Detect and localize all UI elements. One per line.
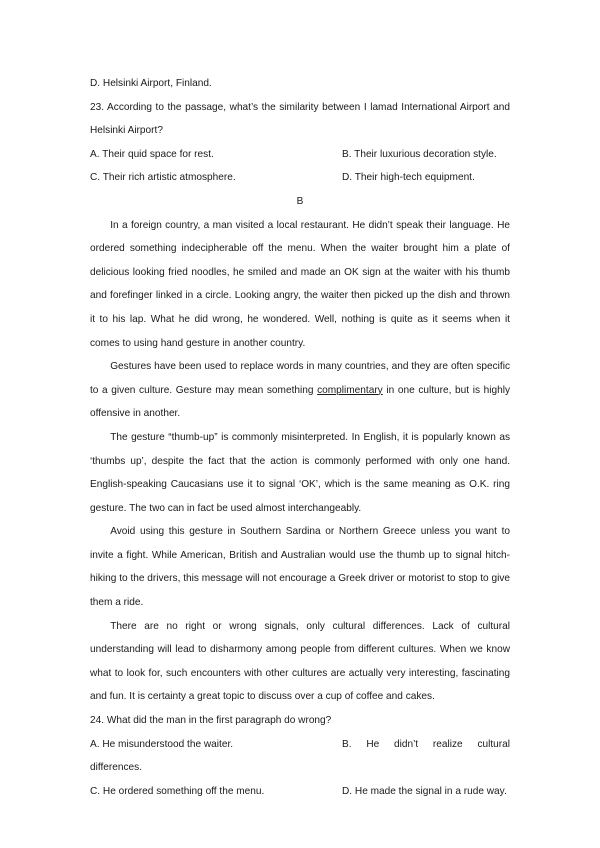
q24-option-b-continued: differences. [90,762,142,774]
q22-option-d: D. Helsinki Airport, Finland. [90,78,212,89]
q24-option-c: C. He ordered something off the menu. [90,785,265,797]
passage-paragraph-3: The gesture “thumb-up” is commonly misinterpreted. In English, it is popularly known as ‘thumbs up’, despite the fact that the action is commonly performed with only one hand. English-speaking Caucasians use it to signal ‘OK’, which is the same meaning as O.K. ring gesture. The two can in fact be used almost interchangeably. [90,431,510,514]
passage-paragraph-2-end: in one culture, but is highly offensive in another. [90,384,510,420]
q24-option-d: D. He made the signal in a rude way. [342,785,507,797]
passage-paragraph-1: In a foreign country, a man visited a local restaurant. He didn’t speak their language. He ordered something indecipherable off the menu. When the waiter brought him a plate of delicious looking fried noodles, he smiled and made an OK sign at the waiter with his thumb and forefinger linked in a circle. Looking angry, the waiter then picked up the dish and thrown it to his lap. What he did wrong, he wondered. Well, nothing is quite as it seems when it comes to using hand gesture in another country. [90,219,510,349]
passage-paragraph-5: There are no right or wrong signals, only cultural differences. Lack of cultural understanding will lead to disharmony among people from different cultures. When we know what to look for, such encounters with other cultures are actually very interesting, fascinating and fun. It is certainty a great topic to discuss over a cup of coffee and cakes. [90,620,510,703]
passage-paragraph-2-start: Gestures have been used to replace words in many countries, and they are often specific to a given culture. Gesture may mean something [90,361,510,396]
q23-option-d: D. Their high-tech equipment. [342,172,475,184]
q24-option-a: A. He misunderstood the waiter. [90,738,234,750]
q23-option-c: C. Their rich artistic atmosphere. [90,172,236,184]
q23-option-b: B. Their luxurious decoration style. [342,148,497,160]
passage-paragraph-4: Avoid using this gesture in Southern Sardina or Northern Greece unless you want to invite a fight. While American, British and Australian would use the thumb up to signal hitch-hiking to the drivers, this message will not encourage a Greek driver or motorist to stop to give them a ride. [90,526,510,609]
exam-page [90,72,510,803]
q24-stem: 24. What did the man in the first paragraph do wrong? [90,715,332,727]
q24-options [90,733,510,804]
q23-options [90,143,510,190]
q23-stem: 23. According to the passage, what’s the similarity between I lamad International Airport and Helsinki Airport? [90,101,510,137]
underlined-word: complimentary [317,384,383,396]
q23-option-a: A. Their quid space for rest. [90,148,214,160]
q24-option-b: B. He didn’t realize cultural [342,738,510,750]
passage-paragraph-2 [90,355,510,426]
section-label: B [296,195,304,207]
